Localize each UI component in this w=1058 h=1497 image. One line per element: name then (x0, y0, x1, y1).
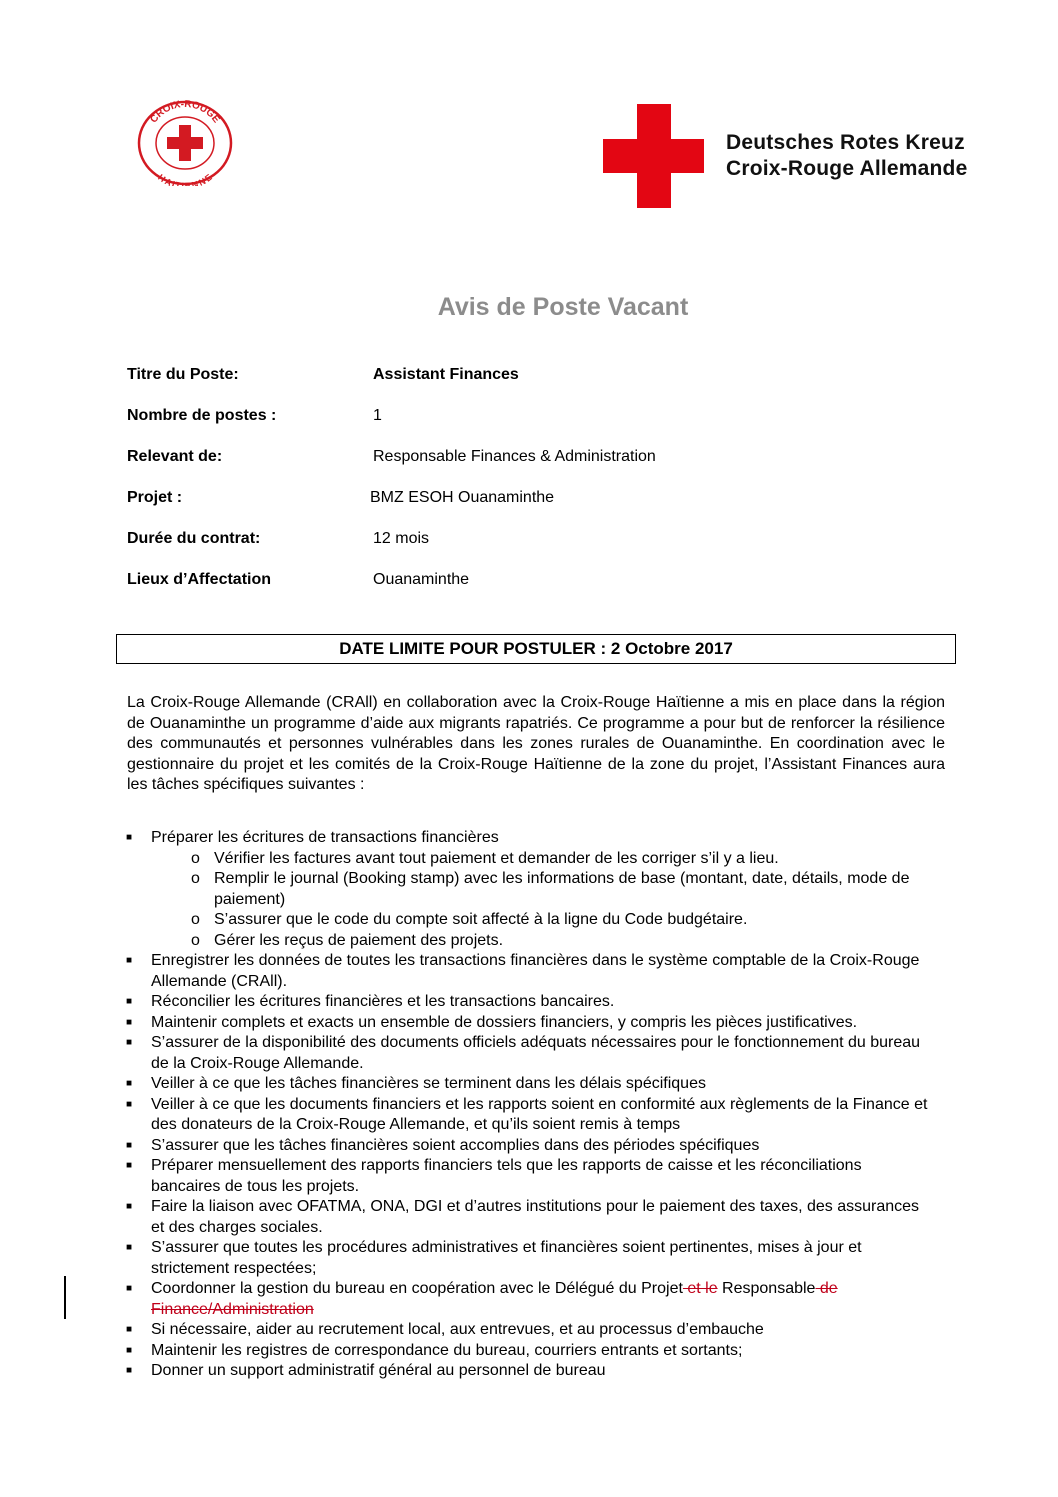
list-item (0, 1033, 931, 1074)
bullet-icon: ■ (126, 1365, 133, 1376)
list-item (0, 1074, 931, 1095)
bullet-icon: ■ (126, 832, 133, 843)
list-item-text: Si nécessaire, aider au recrutement local, aux entrevues, et au processus d’embauche (151, 1321, 764, 1338)
info-label: Titre du Poste: (127, 366, 239, 383)
bullet-icon: ■ (126, 1037, 133, 1048)
bullet-icon: ■ (126, 955, 133, 966)
bullet-icon: ■ (126, 1098, 133, 1110)
logo-text-bottom: HAITIENNE (156, 172, 214, 186)
list-item-text: Veiller à ce que les tâches financières se terminent dans les délais spécifiques (151, 1075, 706, 1092)
list-item-text: Faire la liaison avec OFATMA, ONA, DGI et d’autres institutions pour le paiement des taxes, des assurances et des charges sociales. (151, 1198, 920, 1236)
list-item-tracked-change (0, 1279, 931, 1320)
list-item (0, 1013, 931, 1034)
list-item (0, 951, 931, 992)
bullet-icon: ■ (126, 1324, 133, 1335)
list-item-text: Maintenir complets et exacts un ensemble de dossiers financiers, y compris les pièces justificatives. (151, 1013, 858, 1031)
sub-list-item-text: Gérer les reçus de paiement des projets. (214, 931, 504, 949)
bullet-icon: ■ (126, 1139, 133, 1151)
sub-bullet-icon: o (191, 849, 200, 867)
list-item (0, 1197, 931, 1238)
list-item (0, 1341, 931, 1362)
list-item-text: S’assurer que toutes les procédures administratives et financières soient pertinentes, mises à jour et strictement respectées; (151, 1239, 862, 1277)
list-item (0, 1136, 931, 1157)
info-label: Lieux d’Affectation (127, 571, 272, 588)
bullet-icon: ■ (126, 1242, 133, 1253)
task-list (0, 828, 1058, 1382)
list-item (0, 828, 931, 849)
bullet-icon: ■ (126, 996, 133, 1007)
change-bar-marker (64, 1276, 66, 1319)
deleted-text: et le (682, 1280, 718, 1297)
info-value: BMZ ESOH Ouanaminthe (370, 489, 555, 506)
bullet-icon: ■ (126, 1016, 133, 1028)
croix-rouge-haitienne-logo (137, 100, 233, 186)
info-label: Relevant de: (127, 448, 223, 465)
sub-bullet-icon: o (191, 911, 200, 928)
bullet-icon: ■ (126, 1283, 133, 1294)
list-item-text: Préparer les écritures de transactions financières (151, 829, 499, 846)
info-value: Responsable Finances & Administration (373, 448, 656, 465)
logo-text-top: CROIX-ROUGE (148, 100, 222, 126)
deleted-text: de Finance/Administration (151, 1280, 838, 1318)
list-item-text: Enregistrer les données de toutes les transactions financières dans le système comptable de la Croix-Rouge Allemande (CRAll). (151, 952, 920, 990)
sub-bullet-icon: o (191, 870, 200, 887)
list-item-text: Réconcilier les écritures financières et les transactions bancaires. (151, 993, 615, 1010)
org-name (726, 130, 967, 182)
list-item-text: Coordonner la gestion du bureau en coopération avec le Délégué du Projet (151, 1280, 683, 1297)
sub-list-item (0, 869, 914, 910)
sub-list-item (0, 931, 914, 952)
sub-list-item-text: Remplir le journal (Booking stamp) avec les informations de base (montant, date, détails, mode de paiement) (214, 870, 910, 908)
info-value: Ouanaminthe (373, 571, 470, 588)
list-item-text: Donner un support administratif général au personnel de bureau (151, 1362, 606, 1379)
list-item (0, 992, 931, 1013)
list-item (0, 1361, 931, 1382)
bullet-icon: ■ (126, 1078, 133, 1089)
drk-cross-logo (603, 104, 704, 208)
bullet-icon: ■ (126, 1344, 133, 1356)
sub-list-item-text: S’assurer que le code du compte soit affecté à la ligne du Code budgétaire. (214, 911, 748, 928)
list-item (0, 1238, 931, 1279)
sub-list-item (0, 910, 914, 931)
info-value: 1 (373, 407, 382, 424)
list-item (0, 1320, 931, 1341)
bullet-icon: ■ (126, 1201, 133, 1212)
list-item-text: S’assurer que les tâches financières soient accomplies dans des périodes spécifiques (151, 1136, 760, 1154)
info-label: Durée du contrat: (127, 530, 261, 547)
list-item-text: Veiller à ce que les documents financiers et les rapports soient en conformité aux règlements de la Finance et des donateurs de la Croix-Rouge Allemande, et qu’ils soient remis à temps (151, 1095, 928, 1133)
list-item-text: Préparer mensuellement des rapports financiers tels que les rapports de caisse et les réconciliations bancaires de tous les projets. (151, 1157, 862, 1195)
list-item-text: Responsable (717, 1280, 816, 1297)
bullet-icon: ■ (126, 1160, 133, 1171)
svg-text:CROIX-ROUGE (148, 100, 222, 126)
deadline-banner: DATE LIMITE POUR POSTULER : 2 Octobre 2017 (116, 634, 956, 664)
list-item (0, 1095, 931, 1136)
list-item-text: S’assurer de la disponibilité des documents officiels adéquats nécessaires pour le fonctionnement du bureau de la Croix-Rouge Allemande. (151, 1034, 921, 1072)
page-title: Avis de Poste Vacant (437, 293, 689, 321)
org-name-fr: Croix-Rouge Allemande (726, 157, 968, 180)
sub-list-item (0, 849, 914, 870)
info-label: Nombre de postes : (127, 407, 277, 424)
list-item-text: Maintenir les registres de correspondance du bureau, courriers entrants et sortants; (151, 1341, 743, 1359)
org-name-de: Deutsches Rotes Kreuz (726, 131, 965, 154)
sub-bullet-icon: o (191, 931, 200, 949)
list-item (0, 1156, 931, 1197)
intro-paragraph: La Croix-Rouge Allemande (CRAll) en collaboration avec la Croix-Rouge Haïtienne a mis en place dans la région de Ouanaminthe un programme d’aide aux migrants rapatriés. Ce programme a pour but de renforcer la résilience des communautés et personnes vulnérables dans les zones rurales de Ouanaminthe. En coordination avec le gestionnaire du projet et les comités de la Croix-Rouge Haïtienne de la zone du projet, l’Assistant Finances aura les tâches spécifiques suivantes : (127, 694, 945, 793)
info-label: Projet : (127, 489, 183, 506)
info-value: Assistant Finances (373, 366, 519, 383)
sub-list-item-text: Vérifier les factures avant tout paiement et demander de les corriger s’il y a lieu. (214, 849, 779, 867)
info-value: 12 mois (373, 530, 430, 547)
